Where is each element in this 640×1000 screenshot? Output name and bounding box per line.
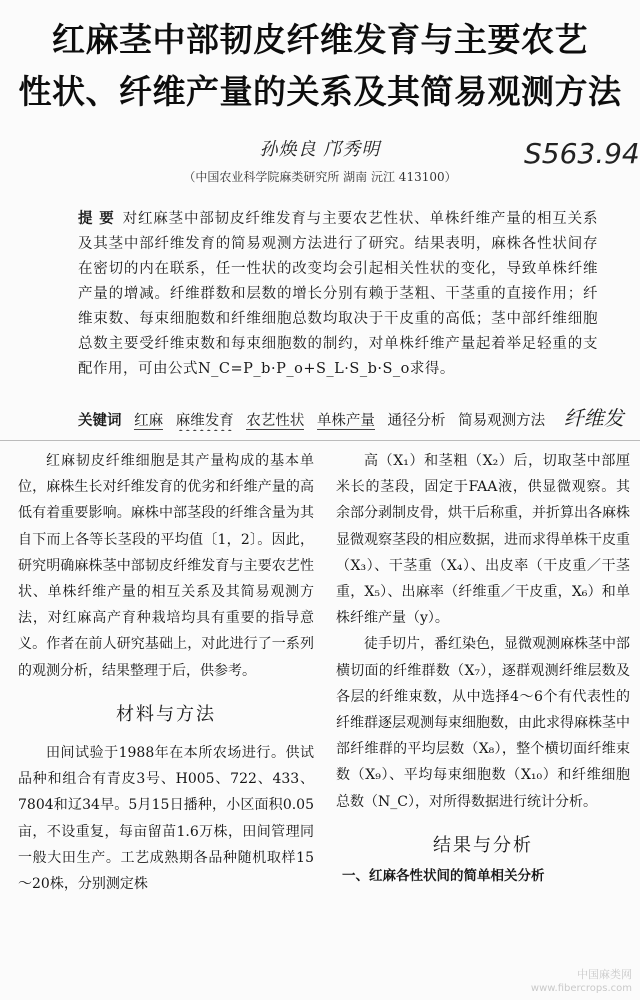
- keywords-label: 关键词: [78, 413, 122, 429]
- handwritten-call-number: S563.94: [524, 137, 640, 170]
- keywords-line: [78, 402, 640, 431]
- site-watermark: [531, 968, 632, 996]
- paper-title-line-2: 性状、纤维产量的关系及其简易观测方法: [18, 72, 622, 111]
- keyword-2: 麻维发育: [175, 413, 234, 429]
- keyword-1: 红麻: [134, 413, 164, 429]
- abstract-text: 对红麻茎中部韧皮纤维发育与主要农艺性状、单株纤维产量的相互关系及其茎中部纤维发育的简易观测方法进行了研究。结果表明，麻株各性状间存在密切的内在联系，任一性状的改变均会引起相关性状的变化，导致单株纤维产量的增减。纤维群数和层数的增长分别有赖于茎粗、干茎重的直接作用；纤维束数、每束细胞数和纤维细胞总数均取决于干皮重的高低；茎中部纤维细胞总数主要受纤维束数和每束细胞数的制约，对单株纤维产量起着举足轻重的支配作用，可由公式N_C=P_b·P_o+S_L·S_b·S_o求得。: [78, 211, 598, 377]
- abstract-label: 提 要: [78, 211, 115, 227]
- paper-title-line-1: 红麻茎中部韧皮纤维发育与主要农艺: [52, 20, 588, 59]
- authors: 孙焕良 邝秀明: [259, 139, 381, 160]
- body-right-column: [336, 448, 630, 889]
- watermark-site-name: 中国麻类网: [577, 968, 632, 981]
- keyword-5: 通径分析: [387, 413, 446, 429]
- watermark-url: www.fibercrops.com: [530, 983, 632, 994]
- keywords-handwritten-note: 纤维发: [563, 406, 624, 430]
- intro-paragraph: 红麻韧皮纤维细胞是其产量构成的基本单位，麻株生长对纤维发育的优劣和纤维产量的高低有着重要影响。麻株中部茎段的纤维含量为其自下而上各等长茎段的平均值〔1，2〕。因此，研究明确麻株茎中部韧皮纤维发育与主要农艺性状、单株纤维产量的相互关系及其简易观测方法，对红麻高产育种栽培均具有重要的指导意义。作者在前人研究基础上，对此进行了一系列的观测分析，结果整理于后，供参考。: [18, 453, 314, 679]
- abstract-block: [78, 207, 598, 382]
- keyword-4: 单株产量: [316, 413, 375, 429]
- sectioning-paragraph: 徒手切片，番红染色，显微观测麻株茎中部横切面的纤维群数（X₇），逐群观测纤维层数及各层的纤维束数，从中选择4～6个有代表性的纤维群逐层观测每束细胞数，由此求得麻株茎中部纤维群的平均层数（X₈），整个横切面纤维束数（X₉）、平均每束细胞数（X₁₀）和纤维细胞总数（N_C），对所得数据进行统计分析。: [336, 636, 630, 810]
- affiliation: （中国农业科学院麻类研究所 湖南 沅江 413100）: [183, 170, 457, 184]
- subsection-heading-1: 一、红麻各性状间的简单相关分析: [342, 868, 545, 885]
- section-divider: [0, 440, 640, 441]
- body-left-column: [18, 448, 314, 897]
- keyword-3: 农艺性状: [246, 413, 305, 429]
- section-heading-results: 结果与分析: [433, 834, 533, 856]
- section-heading-methods: 材料与方法: [116, 703, 216, 725]
- methods-paragraph: 田间试验于1988年在本所农场进行。供试品种和组合有青皮3号、H005、722、433、7804和辽34早。5月15日播种，小区面积0.05亩，不设重复，每亩留苗1.6万株，田间管理同一般大田生产。工艺成熟期各品种随机取样15～20株，分别测定株: [18, 745, 314, 893]
- methods-continued-paragraph: 高（X₁）和茎粗（X₂）后，切取茎中部厘米长的茎段，固定于FAA液，供显微观察。其余部分剥制皮骨，烘干后称重，并折算出各麻株显微观察茎段的相应数据，进而求得单株干皮重（X₃）、干茎重（X₄）、出皮率（干皮重／干茎重，X₅）、出麻率（纤维重／干皮重，X₆）和单株纤维产量（y）。: [336, 453, 630, 627]
- keyword-6: 简易观测方法: [458, 413, 546, 429]
